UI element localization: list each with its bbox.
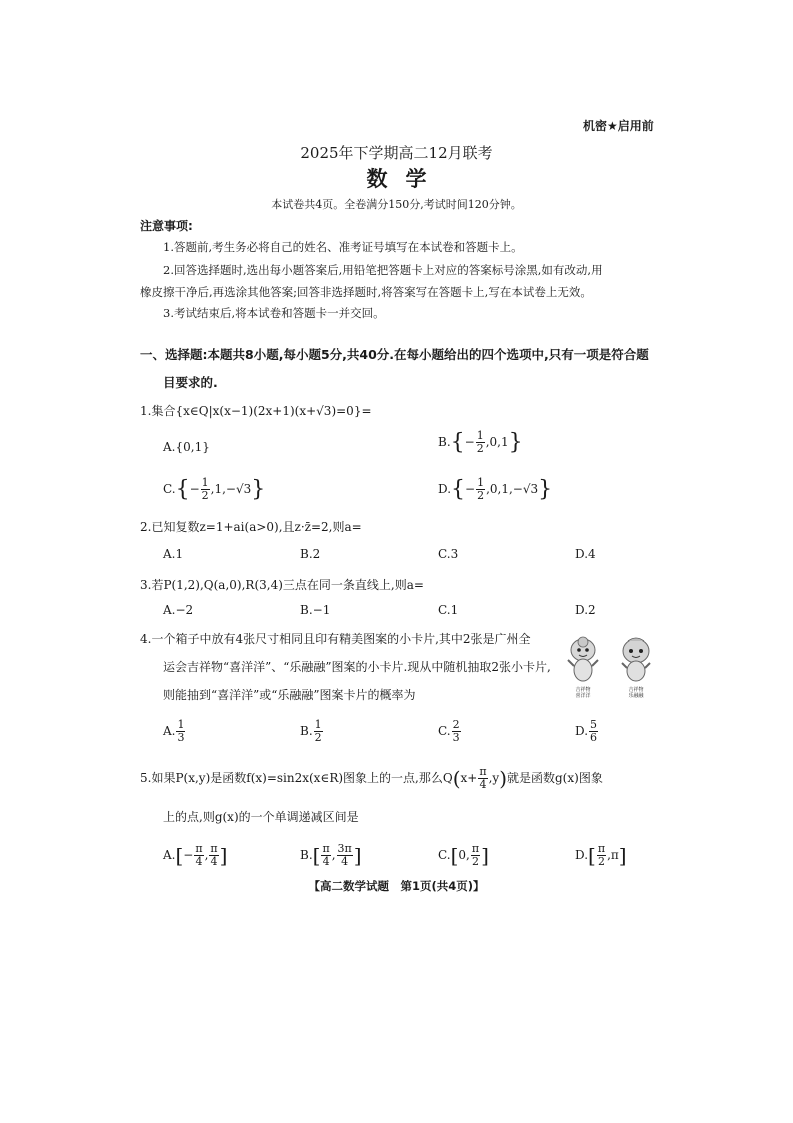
mascot-2-caption-b: 乐融融 <box>628 692 644 699</box>
q3-option-a: A.−2 <box>163 603 194 617</box>
page-footer: 【高二数学试题 第1页(共4页)】 <box>308 879 485 893</box>
q4-option-c: C. $\frac{2}{3}$ <box>438 718 460 745</box>
question-3: 3.若P(1,2),Q(a,0),R(3,4)三点在同一条直线上,则a= <box>140 578 424 592</box>
q1-option-b: B.{− $\frac{1}{2}$ ,0,1} <box>438 429 523 456</box>
q4-option-d: D. $\frac{5}{6}$ <box>575 718 598 745</box>
notice-item-2-cont: 橡皮擦干净后,再选涂其他答案;回答非选择题时,将答案写在答题卡上,写在本试卷上无效。 <box>140 285 592 299</box>
mascot-1-caption-b: 喜洋洋 <box>575 692 591 699</box>
section-heading-cont: 目要求的. <box>163 375 218 390</box>
q3-option-b: B.−1 <box>300 603 331 617</box>
question-4-line-3: 则能抽到“喜洋洋”或“乐融融”图案卡片的概率为 <box>163 688 416 702</box>
notice-heading: 注意事项: <box>140 219 193 233</box>
q1-option-d: D.{− $\frac{1}{2}$ ,0,1,−√3} <box>438 476 553 503</box>
q1-option-c: C.{− $\frac{1}{2}$ ,1,−√3} <box>163 476 266 503</box>
notice-item-3: 3.考试结束后,将本试卷和答题卡一并交回。 <box>163 306 385 320</box>
q4-option-a: A. $\frac{1}{3}$ <box>163 718 185 745</box>
exam-title: 2025年下学期高二12月联考 <box>300 144 493 162</box>
q2-option-c: C.3 <box>438 547 459 561</box>
question-2: 2.已知复数z=1+ai(a>0),且z·z̄=2,则a= <box>140 520 362 534</box>
q4-option-b: B. $\frac{1}{2}$ <box>300 718 322 745</box>
exam-info: 本试卷共4页。全卷满分150分,考试时间120分钟。 <box>271 198 522 211</box>
q1-option-a: A.{0,1} <box>163 440 210 454</box>
mascot-xiyangyang-image <box>566 636 600 699</box>
q5-option-d: D.[ $\frac{\pi}{2}$ ,π] <box>575 842 627 869</box>
section-heading: 一、选择题:本题共8小题,每小题5分,共40分.在每小题给出的四个选项中,只有一项是符合题 <box>140 347 649 362</box>
q5-option-b: B.[ $\frac{\pi}{4}$ , $\frac{3\pi}{4}$ ] <box>300 842 362 869</box>
notice-item-2: 2.回答选择题时,选出每小题答案后,用铅笔把答题卡上对应的答案标号涂黑,如有改动,用 <box>163 263 603 277</box>
q2-option-b: B.2 <box>300 547 321 561</box>
q5-option-a: A.[− $\frac{\pi}{4}$ , $\frac{\pi}{4}$ ] <box>163 842 228 869</box>
question-5-line-2: 上的点,则g(x)的一个单调递减区间是 <box>163 810 359 824</box>
subject-title: 数学 <box>366 166 445 191</box>
question-4-line-1: 4.一个箱子中放有4张尺寸相同且印有精美图案的小卡片,其中2张是广州全 <box>140 632 531 646</box>
question-4-line-2: 运会吉祥物“喜洋洋”、“乐融融”图案的小卡片.现从中随机抽取2张小卡片, <box>163 660 551 674</box>
mascot-1-caption-a: 吉祥物 <box>575 687 591 693</box>
q5-option-c: C.[0, $\frac{\pi}{2}$ ] <box>438 842 489 869</box>
q3-option-d: D.2 <box>575 603 596 617</box>
mascot-lerongrong-image <box>619 636 653 699</box>
notice-item-1: 1.答题前,考生务必将自己的姓名、准考证号填写在本试卷和答题卡上。 <box>163 240 523 254</box>
q2-option-a: A.1 <box>163 547 184 561</box>
confidential-label: 机密★启用前 <box>583 119 654 133</box>
q2-option-d: D.4 <box>575 547 596 561</box>
question-1: 1.集合{x∈Q|x(x−1)(2x+1)(x+√3)=0}= <box>140 404 372 418</box>
q3-option-c: C.1 <box>438 603 459 617</box>
mascot-2-caption-a: 吉祥物 <box>628 687 644 693</box>
question-5-line-1: 5.如果P(x,y)是函数f(x)=sin2x(x∈R)图象上的一点,那么Q(x+ $\frac{\pi}{4}$ ,y)就是函数g(x)图象 <box>140 765 603 792</box>
